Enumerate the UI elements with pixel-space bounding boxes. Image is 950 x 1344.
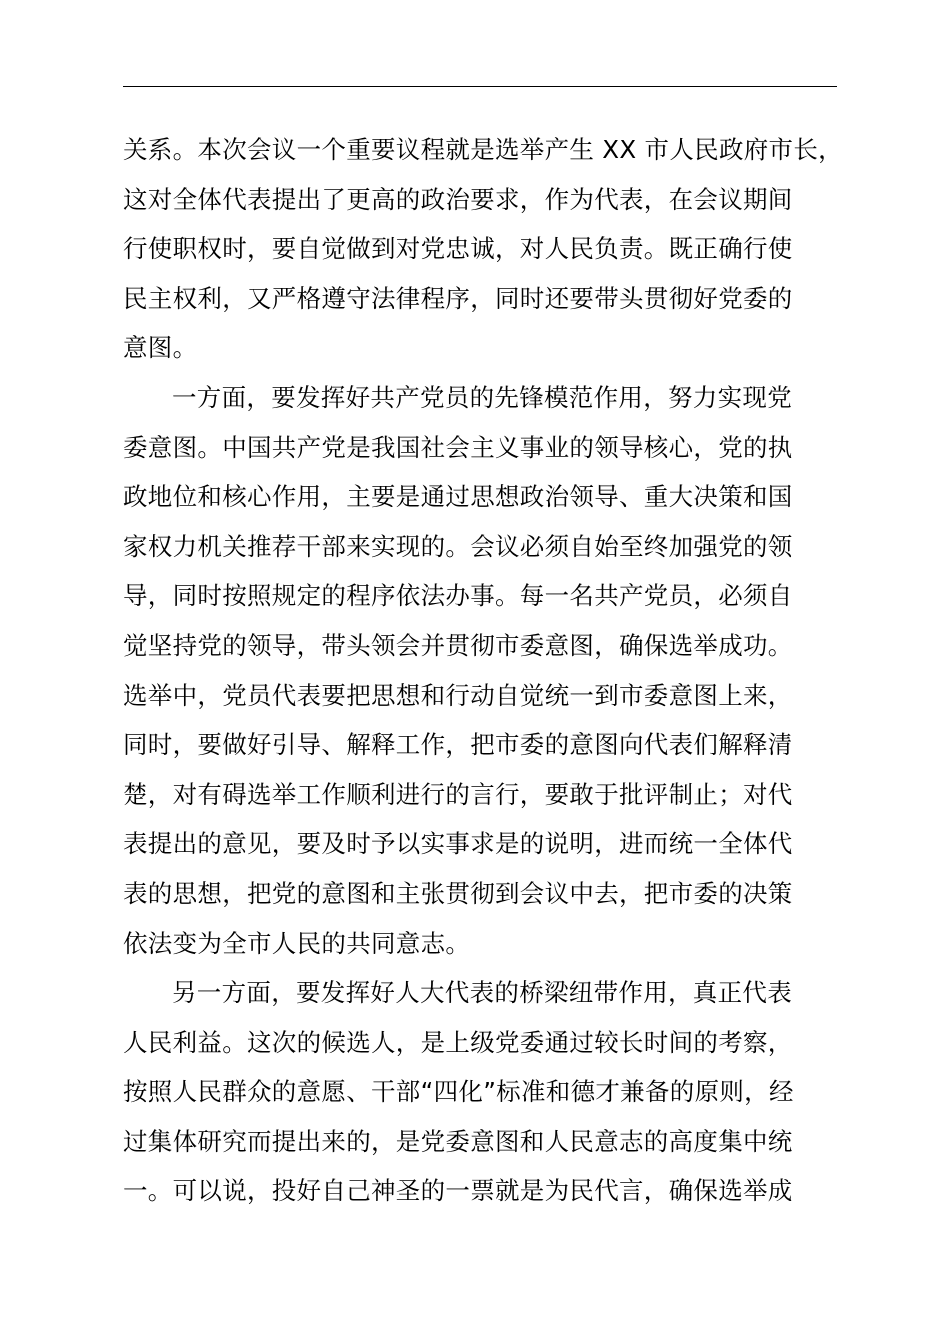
text-line: 行使职权时，要自觉做到对党忠诚，对人民负责。既正确行使 (123, 234, 793, 264)
text-line: 家权力机关推荐干部来实现的。会议必须自始至终加强党的领 (123, 531, 793, 561)
text-line: 过集体研究而提出来的，是党委意图和人民意志的高度集中统 (123, 1126, 793, 1156)
text-line: 民主权利，又严格遵守法律程序，同时还要带头贯彻好党委的 (123, 283, 793, 313)
text-line: 意图。 (123, 333, 198, 363)
text-line: 按照人民群众的意愿、干部“四化”标准和德才兼备的原则，经 (123, 1077, 794, 1107)
text-line: 依法变为全市人民的共同意志。 (123, 928, 471, 958)
text-line: 表提出的意见，要及时予以实事求是的说明，进而统一全体代 (123, 829, 793, 859)
header-rule (123, 86, 837, 87)
paragraph-1 (123, 125, 863, 373)
text-line: 同时，要做好引导、解释工作，把市委的意图向代表们解释清 (123, 730, 793, 760)
text-line: 楚，对有碍选举工作顺利进行的言行，要敢于批评制止；对代 (123, 779, 793, 809)
text-line: 这对全体代表提出了更高的政治要求，作为代表，在会议期间 (123, 184, 793, 214)
text-line: 选举中，党员代表要把思想和行动自觉统一到市委意图上来， (123, 680, 793, 710)
text-line: 表的思想，把党的意图和主张贯彻到会议中去，把市委的决策 (123, 878, 793, 908)
paragraph-3 (123, 968, 863, 1216)
text-line: 一方面，要发挥好共产党员的先锋模范作用，努力实现党 (172, 382, 792, 412)
text-line: 政地位和核心作用，主要是通过思想政治领导、重大决策和国 (123, 482, 793, 512)
paragraph-2 (123, 373, 863, 968)
text-line: 人民利益。这次的候选人，是上级党委通过较长时间的考察， (123, 1027, 793, 1057)
text-line: 关系。本次会议一个重要议程就是选举产生 XX 市人民政府市长， (123, 135, 843, 164)
text-line: 委意图。中国共产党是我国社会主义事业的领导核心，党的执 (123, 432, 793, 462)
text-line: 觉坚持党的领导，带头领会并贯彻市委意图，确保选举成功。 (123, 630, 793, 660)
text-line: 导，同时按照规定的程序依法办事。每一名共产党员，必须自 (123, 581, 793, 611)
text-line: 另一方面，要发挥好人大代表的桥梁纽带作用，真正代表 (172, 978, 792, 1008)
text-line: 一。可以说，投好自己神圣的一票就是为民代言，确保选举成 (123, 1176, 793, 1206)
document-body (123, 125, 863, 1216)
